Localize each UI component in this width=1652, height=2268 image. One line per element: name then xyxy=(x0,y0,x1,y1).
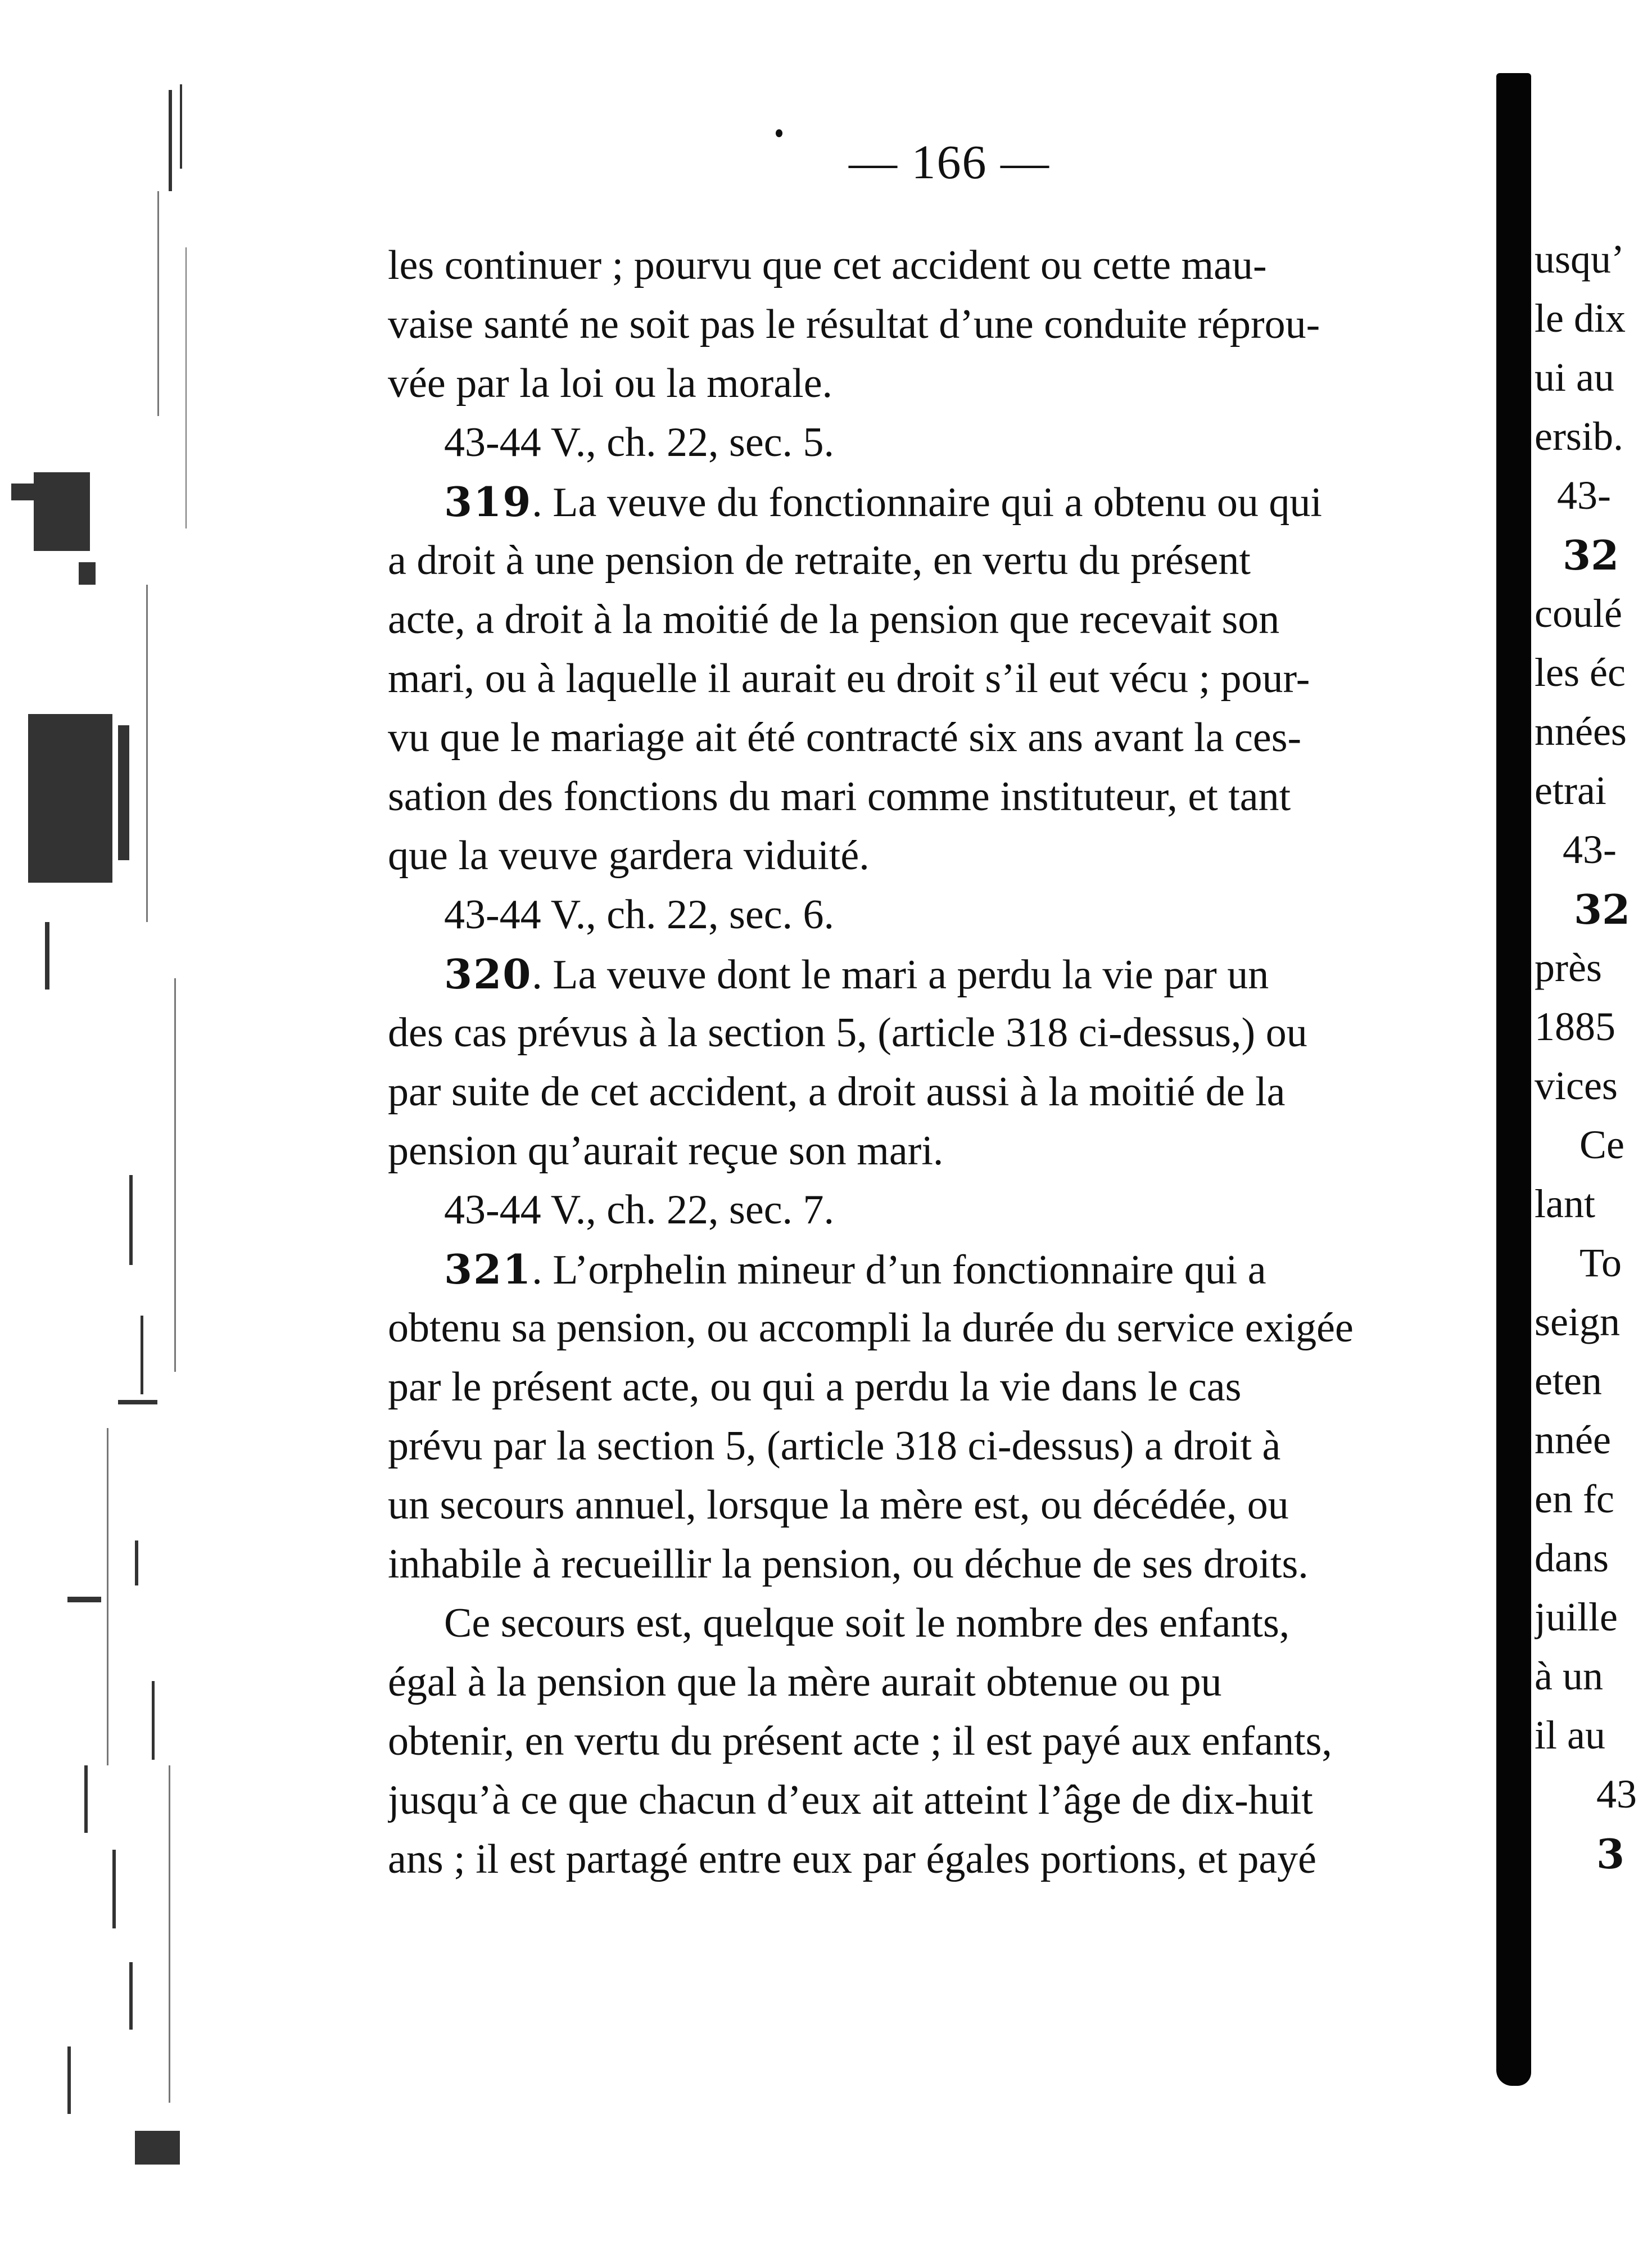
fragment: juille xyxy=(1535,1594,1618,1639)
fragment: To xyxy=(1579,1240,1622,1285)
fragment: seign xyxy=(1535,1299,1620,1344)
fragment: 32 xyxy=(1563,531,1619,579)
statute-reference: 43-44 V., ch. 22, sec. 7. xyxy=(444,1187,835,1233)
text-line: prévu par la section 5, (article 318 ci-dessus) a droit à xyxy=(388,1423,1281,1469)
text-line: vée par la loi ou la morale. xyxy=(388,360,833,406)
fragment: 43- xyxy=(1563,827,1617,872)
fragment: près xyxy=(1535,945,1602,990)
fragment: eten xyxy=(1535,1358,1602,1403)
text-line: ans ; il est partagé entre eux par égales portions, et payé xyxy=(388,1836,1317,1882)
article-319-first-line xyxy=(388,472,1518,531)
binding-shadow xyxy=(1496,73,1531,2086)
page-number: — 166 — xyxy=(849,135,1050,189)
fragment: etrai xyxy=(1535,768,1606,813)
text-line: égal à la pension que la mère aurait obtenue ou pu xyxy=(388,1659,1222,1705)
text-line: jusqu’à ce que chacun d’eux ait atteint l’âge de dix-huit xyxy=(388,1777,1313,1823)
binding-noise xyxy=(0,79,225,2215)
text-line: obtenir, en vertu du présent acte ; il est payé aux enfants, xyxy=(388,1718,1332,1764)
fragment: Ce xyxy=(1579,1122,1624,1167)
fragment: nnées xyxy=(1535,709,1627,754)
text-line: acte, a droit à la moitié de la pension que recevait son xyxy=(388,597,1280,643)
fragment: 43 xyxy=(1596,1772,1637,1817)
text-line: les continuer ; pourvu que cet accident ou cette mau- xyxy=(388,242,1267,288)
text-line: mari, ou à laquelle il aurait eu droit s’il eut vécu ; pour- xyxy=(388,656,1310,702)
statute-reference: 43-44 V., ch. 22, sec. 5. xyxy=(444,419,835,466)
text-line: par le présent acte, ou qui a perdu la vie dans le cas xyxy=(388,1364,1242,1410)
text-line: a droit à une pension de retraite, en vertu du présent xyxy=(388,537,1251,584)
fragment: vices xyxy=(1535,1063,1618,1108)
article-number: 320 xyxy=(444,950,532,998)
text-line: obtenu sa pension, ou accompli la durée du service exigée xyxy=(388,1305,1354,1351)
fragment: ersib. xyxy=(1535,414,1623,459)
fragment: il au xyxy=(1535,1713,1605,1758)
fragment: nnée xyxy=(1535,1417,1611,1462)
fragment: 32 xyxy=(1574,885,1631,933)
statute-reference: 43-44 V., ch. 22, sec. 6. xyxy=(444,892,835,938)
next-page-edge xyxy=(1535,0,1652,2268)
article-number: 321 xyxy=(444,1245,532,1293)
text-line: que la veuve gardera viduité. xyxy=(388,833,870,879)
article-320-first-line xyxy=(388,945,1518,1004)
text-line: Ce secours est, quelque soit le nombre des enfants, xyxy=(444,1600,1290,1646)
fragment: le dix xyxy=(1535,296,1626,341)
text-fragment: . La veuve dont le mari a perdu la vie par un xyxy=(532,952,1269,998)
fragment: en fc xyxy=(1535,1476,1614,1521)
text-fragment: . La veuve du fonctionnaire qui a obtenu ou qui xyxy=(532,480,1322,526)
fragment: lant xyxy=(1535,1181,1595,1226)
text-fragment: . L’orphelin mineur d’un fonctionnaire qui a xyxy=(532,1247,1266,1293)
fragment: 1885 xyxy=(1535,1004,1615,1049)
text-line: par suite de cet accident, a droit aussi à la moitié de la xyxy=(388,1069,1286,1115)
article-321-first-line xyxy=(388,1240,1518,1299)
fragment: usqu’ xyxy=(1535,237,1624,282)
fragment: 43- xyxy=(1557,473,1611,518)
fragment: dans xyxy=(1535,1535,1609,1580)
text-line: inhabile à recueillir la pension, ou déchue de ses droits. xyxy=(388,1541,1309,1587)
fragment: à un xyxy=(1535,1653,1603,1698)
fragment: coulé xyxy=(1535,591,1622,636)
text-line: vaise santé ne soit pas le résultat d’une conduite réprou- xyxy=(388,301,1320,347)
fragment: les éc xyxy=(1535,650,1626,695)
text-line: des cas prévus à la section 5, (article 318 ci-dessus,) ou xyxy=(388,1010,1307,1056)
article-number: 319 xyxy=(444,478,532,526)
main-text xyxy=(388,236,1518,1889)
text-line: vu que le mariage ait été contracté six ans avant la ces- xyxy=(388,715,1302,761)
page-body xyxy=(388,0,1518,2268)
text-line: sation des fonctions du mari comme instituteur, et tant xyxy=(388,774,1291,820)
text-line: pension qu’aurait reçue son mari. xyxy=(388,1128,944,1174)
ink-speck xyxy=(776,129,782,137)
text-line: un secours annuel, lorsque la mère est, ou décédée, ou xyxy=(388,1482,1289,1528)
fragment: 3 xyxy=(1596,1830,1625,1878)
fragment: ui au xyxy=(1535,355,1614,400)
